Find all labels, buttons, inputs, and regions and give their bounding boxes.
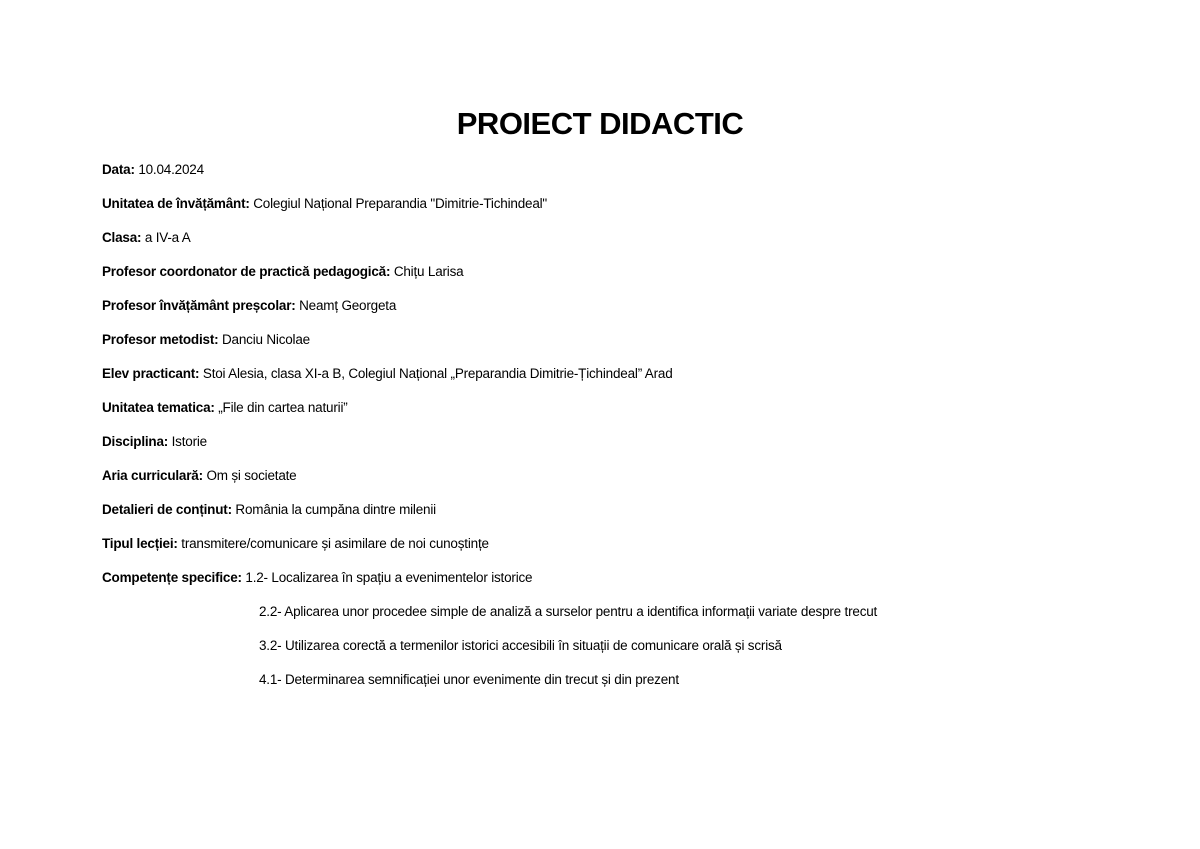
field-line (102, 298, 396, 313)
field-label: Data: (102, 162, 135, 177)
field-value: Chițu Larisa (390, 264, 464, 279)
field-label: Profesor învățământ preșcolar: (102, 298, 296, 313)
field-value: Istorie (168, 434, 207, 449)
field-label: Profesor metodist: (102, 332, 219, 347)
field-label: Detalieri de conținut: (102, 502, 232, 517)
field-line (102, 536, 489, 551)
field-label: Unitatea tematica: (102, 400, 215, 415)
field-label: Elev practicant: (102, 366, 200, 381)
field-value: transmitere/comunicare și asimilare de noi cunoștințe (177, 536, 489, 551)
document-title: PROIECT DIDACTIC (456, 106, 744, 141)
field-value: Colegiul Național Preparandia "Dimitrie-Tichindeal" (249, 196, 548, 211)
field-value: Neamț Georgeta (295, 298, 397, 313)
field-line (102, 230, 191, 245)
field-value: „File din cartea naturii” (214, 400, 348, 415)
field-line (102, 264, 463, 279)
field-value: a IV-a A (141, 230, 191, 245)
field-value: Danciu Nicolae (218, 332, 310, 347)
field-line (102, 400, 348, 415)
competenta-item: 2.2- Aplicarea unor procedee simple de analiză a surselor pentru a identifica informații variate despre trecut (259, 604, 878, 619)
field-label: Tipul lecției: (102, 536, 178, 551)
field-value: 10.04.2024 (134, 162, 204, 177)
field-line (102, 502, 436, 517)
competenta-item: 1.2- Localizarea în spațiu a evenimentelor istorice (241, 570, 533, 585)
field-label: Unitatea de învățământ: (102, 196, 250, 211)
field-line (102, 366, 673, 381)
field-value: Om și societate (202, 468, 297, 483)
field-label: Clasa: (102, 230, 142, 245)
field-line (102, 332, 310, 347)
competenta-item: 4.1- Determinarea semnificației unor evenimente din trecut și din prezent (259, 672, 679, 687)
competenta-item: 3.2- Utilizarea corectă a termenilor istorici accesibili în situații de comunicare orală și scrisă (259, 638, 782, 653)
field-line (102, 196, 547, 211)
competente-line (102, 570, 532, 585)
field-label: Profesor coordonator de practică pedagogică: (102, 264, 391, 279)
field-value: Stoi Alesia, clasa XI-a B, Colegiul Național „Preparandia Dimitrie-Țichindeal” Arad (199, 366, 673, 381)
field-label: Aria curriculară: (102, 468, 203, 483)
field-label: Competențe specifice: (102, 570, 242, 585)
field-line (102, 434, 207, 449)
field-value: România la cumpăna dintre milenii (231, 502, 436, 517)
field-line (102, 162, 204, 177)
field-label: Disciplina: (102, 434, 169, 449)
field-line (102, 468, 297, 483)
